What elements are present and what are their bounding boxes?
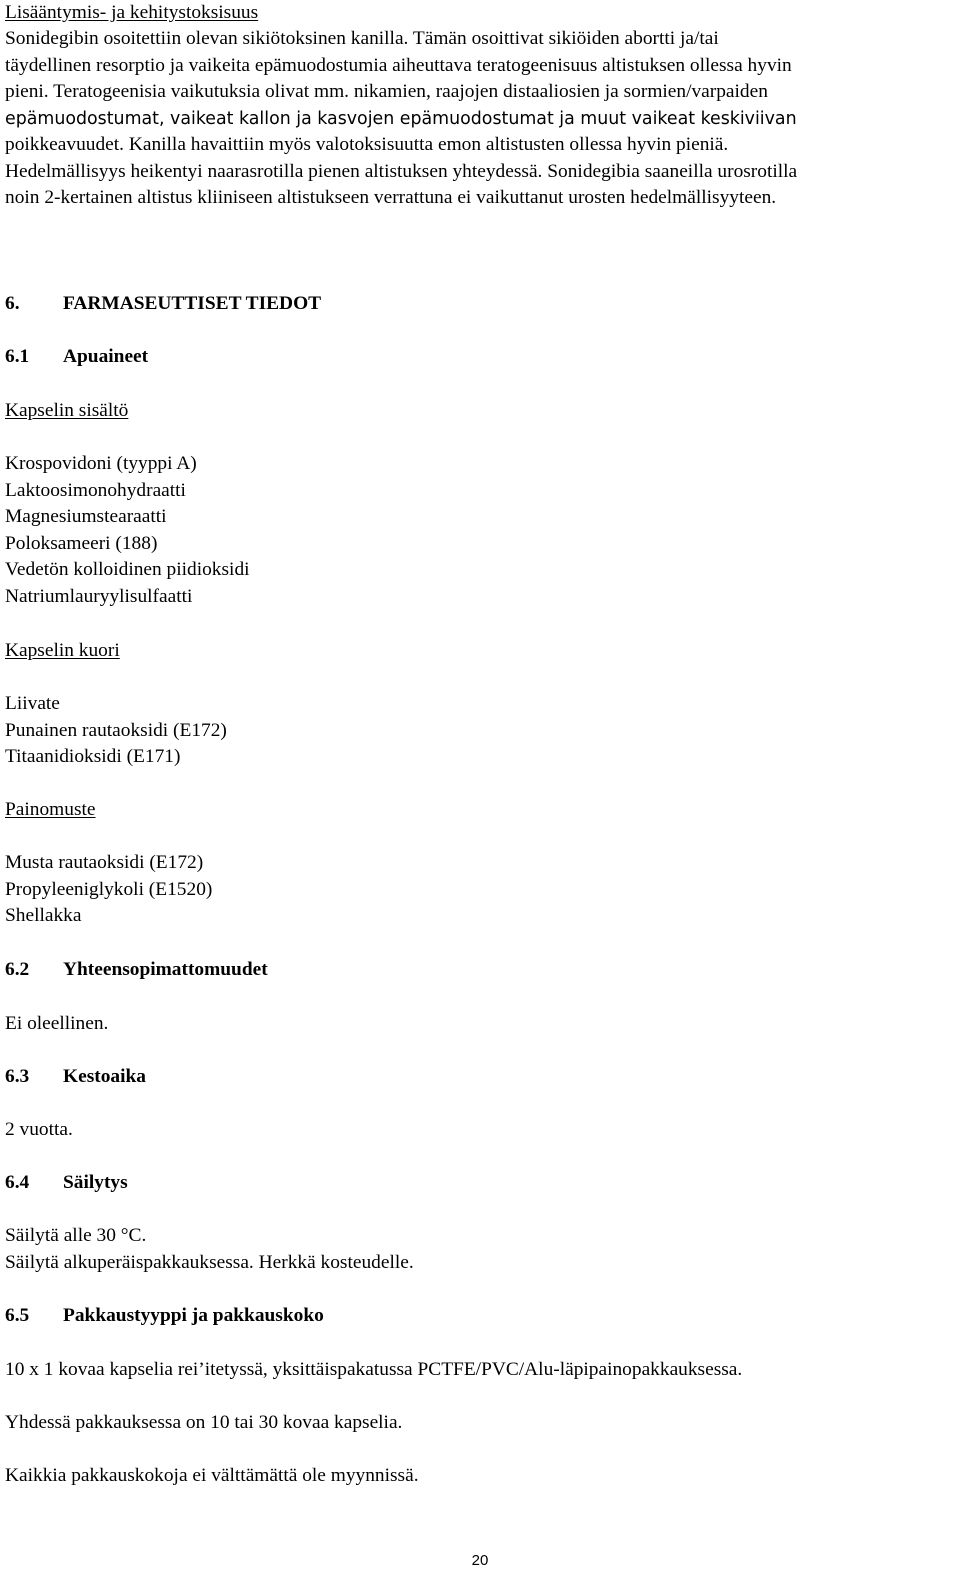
section-number: 6.3 (5, 1066, 30, 1087)
paragraph-line: poikkeavuudet. Kanilla havaittiin myös valotoksisuutta emon altistusten ollessa hyvin pieniä. (5, 134, 729, 155)
section-number: 6.1 (5, 346, 30, 367)
capsule-shell-list (5, 691, 950, 771)
paragraph-line-text: pieni. Teratogeenisia vaikutuksia olivat mm. nikamien, raajojen distaaliosien ja sormien/varpaiden (5, 81, 768, 102)
list-item: Vedetön kolloidinen piidioksidi (5, 559, 250, 580)
body-text: Ei oleellinen. (5, 1013, 109, 1034)
list-item: Shellakka (5, 905, 82, 926)
body-text: Kaikkia pakkauskokoja ei välttämättä ole myynnissä. (5, 1465, 419, 1486)
section-title: Apuaineet (63, 346, 149, 367)
repro-heading-text: Lisääntymis- ja kehitystoksisuus (5, 2, 259, 23)
capsule-content-heading (5, 398, 950, 425)
paragraph-line: noin 2-kertainen altistus kliiniseen altistukseen verrattuna ei vaikuttanut urosten hedelmällisyyteen. (5, 187, 777, 208)
body-text: Yhdessä pakkauksessa on 10 tai 30 kovaa kapselia. (5, 1412, 403, 1433)
body-line: Säilytä alle 30 °C. (5, 1225, 147, 1246)
paragraph-line: Sonidegibin osoitettiin olevan sikiötoksinen kanilla. Tämän osoittivat sikiöiden abortti ja/tai (5, 28, 719, 49)
section-6-2-heading (5, 957, 950, 984)
paragraph-line: täydellinen resorptio ja vaikeita epämuodostumia aiheuttava teratogeenisuus altistuksen ollessa hyvin (5, 54, 792, 76)
ink-heading (5, 797, 950, 824)
section-number: 6.4 (5, 1172, 30, 1193)
capsule-content-list (5, 451, 950, 610)
paragraph-line: epämuodostumat, vaikeat kallon ja kasvojen epämuodostumat ja muut vaikeat keskiviivan (5, 108, 797, 129)
list-item: Natriumlauryylisulfaatti (5, 585, 193, 607)
section-number: 6.5 (5, 1305, 30, 1326)
list-item: Poloksameeri (188) (5, 532, 158, 554)
page-number: 20 (471, 1552, 489, 1569)
repro-toxicity-paragraph (5, 26, 950, 212)
list-item: Punainen rautaoksidi (E172) (5, 719, 227, 741)
list-item: Laktoosimonohydraatti (5, 479, 186, 501)
section-6-5-para-2 (5, 1410, 950, 1437)
list-item: Magnesiumstearaatti (5, 506, 167, 527)
subheading-text: Painomuste (5, 799, 96, 820)
section-number: 6.2 (5, 959, 30, 980)
section-6-1-heading (5, 344, 950, 371)
list-item: Propyleeniglykoli (E1520) (5, 878, 213, 900)
subheading-text: Kapselin kuori (5, 640, 120, 661)
section-6-4-heading (5, 1170, 950, 1197)
section-6-5-para-1 (5, 1357, 950, 1384)
section-6-3-heading (5, 1064, 950, 1091)
subheading-text: Kapselin sisältö (5, 400, 129, 421)
section-6-3-text (5, 1117, 950, 1144)
section-title: Säilytys (63, 1172, 128, 1193)
body-text: 10 x 1 kovaa kapselia rei’itetyssä, yksittäispakatussa PCTFE/PVC/Alu-läpipainopakkauksessa. (5, 1359, 743, 1380)
paragraph-line (5, 79, 950, 106)
section-title: Yhteensopimattomuudet (63, 959, 268, 980)
list-item: Liivate (5, 693, 60, 714)
section-6-5-heading (5, 1303, 950, 1330)
list-item: Krospovidoni (tyyppi A) (5, 453, 197, 474)
section-title: FARMASEUTTISET TIEDOT (63, 293, 322, 314)
body-text: 2 vuotta. (5, 1119, 73, 1140)
section-6-2-text (5, 1011, 950, 1038)
ink-list (5, 850, 950, 930)
list-item: Titaanidioksidi (E171) (5, 746, 181, 767)
section-6-5-para-3 (5, 1463, 950, 1490)
repro-toxicity-heading (5, 0, 950, 27)
list-item: Musta rautaoksidi (E172) (5, 852, 204, 873)
section-6-heading (5, 291, 950, 318)
body-line: Säilytä alkuperäispakkauksessa. Herkkä kosteudelle. (5, 1251, 414, 1273)
section-number: 6. (5, 293, 20, 314)
section-title: Kestoaika (63, 1066, 146, 1087)
section-title: Pakkaustyyppi ja pakkauskoko (63, 1305, 324, 1326)
section-6-4-text (5, 1223, 950, 1276)
paragraph-line: Hedelmällisyys heikentyi naarasrotilla pienen altistuksen yhteydessä. Sonidegibia saaneilla urosrotilla (5, 160, 798, 182)
capsule-shell-heading (5, 638, 950, 665)
